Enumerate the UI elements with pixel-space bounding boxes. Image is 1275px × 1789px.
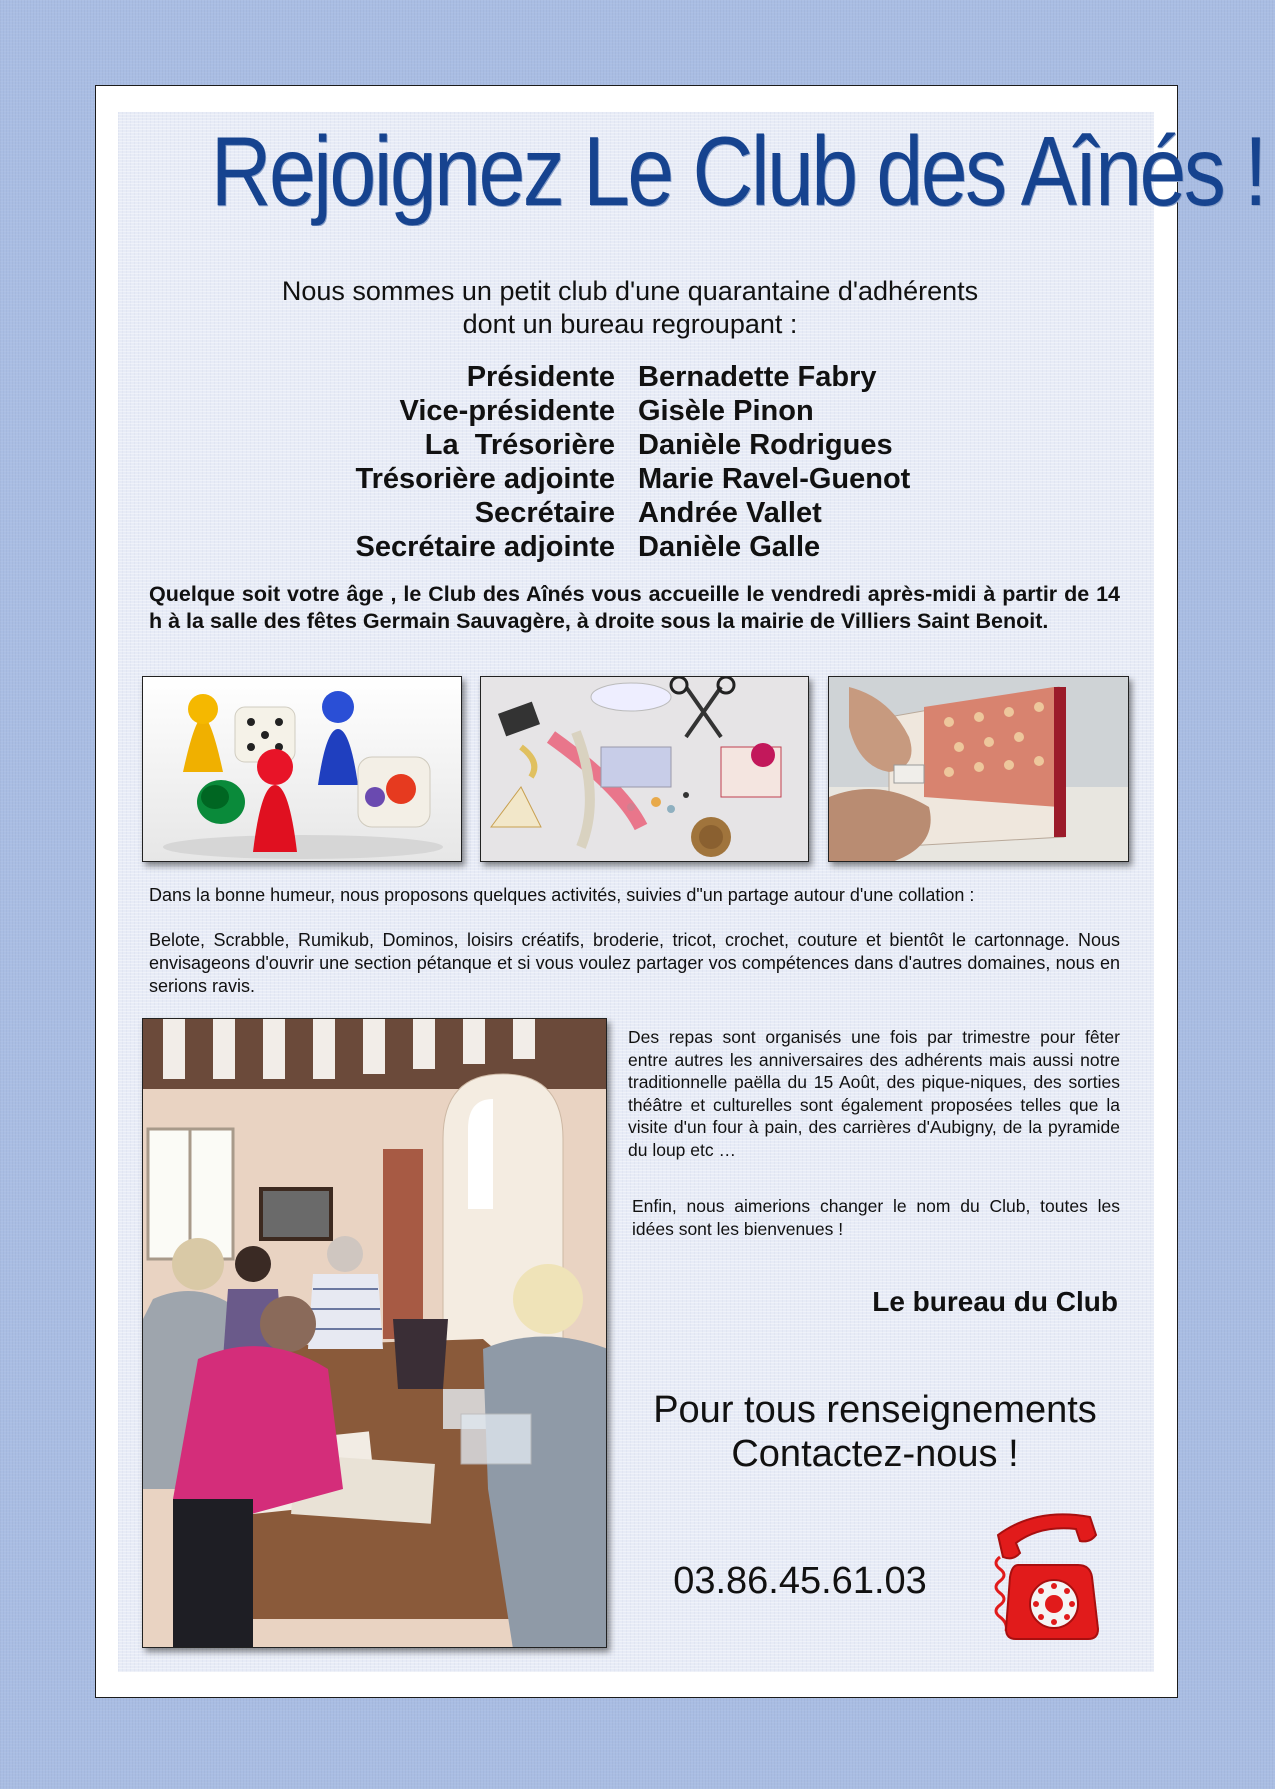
rename-text: Enfin, nous aimerions changer le nom du Club, toutes les idées sont les bienvenues !	[632, 1196, 1120, 1239]
bureau-name: Gisèle Pinon	[638, 395, 814, 427]
phone-number[interactable]: 03.86.45.61.03	[673, 1560, 927, 1602]
bureau-name: Bernadette Fabry	[638, 361, 877, 393]
bureau-name: Danièle Galle	[638, 531, 821, 563]
meals-text: Des repas sont organisés une fois par trimestre pour fêter entre autres les anniversaires des adhérents mais aussi notre traditionnelle paëlla du 15 Août, des pique-niques, des sorties théâtre et culturelles sont également proposées telles que la visite d'un four à pain, des carrières d'Aubigny, de la pyramide du loup etc …	[628, 1027, 1120, 1160]
bureau-role: Secrétaire adjointe	[355, 531, 615, 563]
welcome-text: Quelque soit votre âge , le Club des Aînés vous accueille le vendredi après-midi à partir de 14 h à la salle des fêtes Germain Sauvagère, à droite sous la mairie de Villiers Saint Benoit.	[149, 582, 1120, 633]
bureau-role: Trésorière adjointe	[355, 463, 615, 495]
club-meeting-photo	[142, 1018, 607, 1648]
bureau-role: Secrétaire	[474, 497, 615, 529]
bureau-name: Andrée Vallet	[638, 497, 822, 529]
intro-text	[150, 275, 1110, 341]
signature: Le bureau du Club	[872, 1286, 1118, 1317]
bureau-name: Danièle Rodrigues	[638, 429, 893, 461]
cartonnage-photo	[828, 676, 1129, 862]
contact-text	[620, 1388, 1130, 1476]
contact-line-2: Contactez-nous !	[731, 1433, 1019, 1475]
bureau-name: Marie Ravel-Guenot	[638, 463, 911, 495]
activities-list: Belote, Scrabble, Rumikub, Dominos, loisirs créatifs, broderie, tricot, crochet, couture et bientôt le cartonnage. Nous envisageons d'ouvrir une section pétanque et si vous voulez partager vos compétences dans d'autres domaines, nous en serions ravis.	[149, 930, 1120, 996]
bureau-role: Présidente	[466, 361, 615, 393]
intro-line-2: dont un bureau regroupant :	[462, 309, 798, 339]
board-games-photo	[142, 676, 462, 862]
contact-line-1: Pour tous renseignements	[653, 1389, 1097, 1431]
intro-line-1: Nous sommes un petit club d'une quarantaine d'adhérents	[281, 276, 979, 306]
bureau-role: Vice-présidente	[399, 395, 615, 427]
poster-title: Rejoignez Le Club des Aînés !	[210, 116, 1266, 226]
telephone-icon	[968, 1505, 1103, 1645]
activities-intro: Dans la bonne humeur, nous proposons quelques activités, suivies d"un partage autour d'une collation :	[149, 885, 975, 905]
bureau-role: La Trésorière	[424, 429, 615, 461]
crafts-photo	[480, 676, 809, 862]
